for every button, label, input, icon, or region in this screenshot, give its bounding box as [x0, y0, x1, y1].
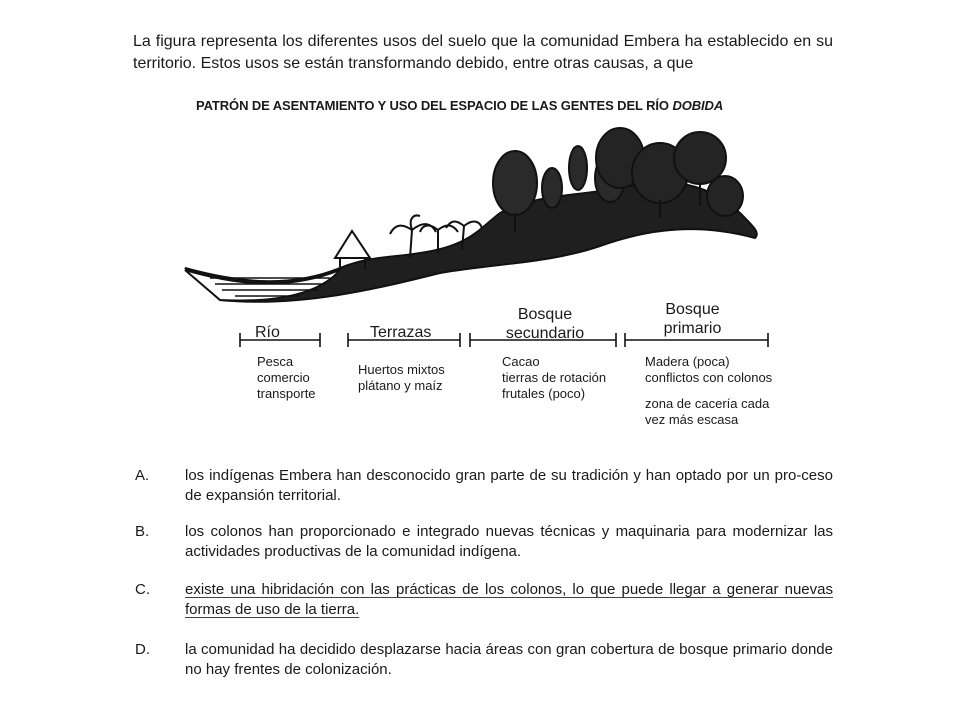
zone-use: vez más escasa	[645, 412, 739, 427]
zone-uses-terrazas	[358, 362, 445, 394]
zone-use: zona de cacería cada	[645, 396, 770, 411]
zone-use: conflictos con colonos	[645, 370, 773, 385]
zone-uses-bosque-primario	[645, 354, 772, 428]
zone-label-bosque-primario	[645, 300, 740, 338]
zone-label-line: primario	[663, 320, 722, 337]
zone-use: frutales (poco)	[502, 386, 586, 401]
zone-use: comercio	[257, 370, 310, 385]
option-text: existe una hibridación con las prácticas de los colonos, lo que puede llegar a generar nuevas formas de uso de la tierra.	[185, 581, 833, 618]
zone-use: plátano y maíz	[358, 378, 443, 393]
zone-use: tierras de rotación	[502, 370, 607, 385]
option-letter: C.	[135, 581, 150, 598]
option-letter: B.	[135, 523, 150, 540]
option-letter: A.	[135, 467, 150, 484]
figure-title-main: PATRÓN DE ASENTAMIENTO Y USO DEL ESPACIO DE LAS GENTES DEL RÍO	[196, 98, 673, 113]
zone-use: Pesca	[257, 354, 294, 369]
question-intro: La figura representa los diferentes usos del suelo que la comunidad Embera ha establecido en su territorio. Estos usos se están transformando debido, entre otras causas, a que	[133, 33, 833, 72]
option-text: los colonos han proporcionado e integrado nuevas técnicas y maquinaria para modernizar las actividades productivas de la comunidad indígena.	[185, 523, 833, 560]
zone-uses-bosque-secundario	[502, 354, 606, 402]
zone-use: transporte	[257, 386, 316, 401]
zone-use: Cacao	[502, 354, 540, 369]
zone-label-line: Bosque	[665, 301, 720, 318]
figure-title-river-name: DOBIDA	[672, 98, 724, 113]
zone-label-line: Bosque	[517, 306, 573, 323]
zone-use: Huertos mixtos	[358, 362, 445, 377]
zone-uses-rio	[257, 354, 316, 402]
option-letter: D.	[135, 641, 150, 658]
zone-label-terrazas: Terrazas	[370, 324, 432, 341]
figure-title	[196, 98, 723, 113]
zone-label-line: secundario	[505, 325, 585, 342]
zone-label-rio: Río	[255, 324, 280, 341]
zone-use: Madera (poca)	[645, 354, 730, 369]
option-text: los indígenas Embera han desconocido gran parte de su tradición y han optado por un pro-ceso de expansión territorial.	[185, 467, 833, 504]
zone-label-bosque-secundario	[490, 305, 600, 343]
option-text: la comunidad ha decidido desplazarse hacia áreas con gran cobertura de bosque primario donde no hay frentes de colonización.	[185, 641, 833, 678]
